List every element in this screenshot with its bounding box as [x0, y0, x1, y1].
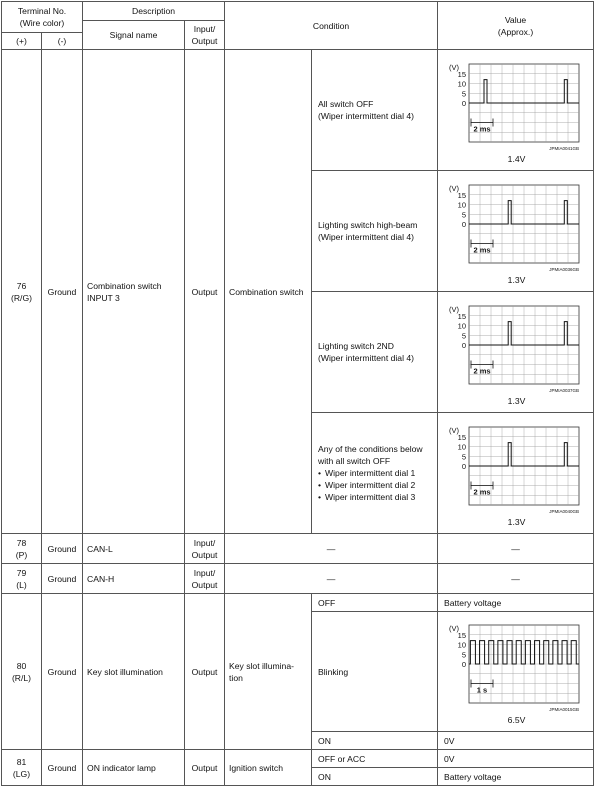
- terminal-78-cell: [2, 534, 42, 564]
- terminal-number: 79: [16, 567, 27, 578]
- y-tick-label: 0: [461, 461, 466, 471]
- terminal-number: 81: [16, 756, 27, 767]
- figure-code: JPMIA0040GB: [548, 508, 579, 514]
- condition-cell: —: [225, 564, 438, 594]
- waveform-chart: [447, 60, 587, 152]
- ground-cell: Ground: [42, 750, 83, 786]
- value-cell: [438, 612, 594, 732]
- waveform-chart: [447, 621, 587, 713]
- wire-color: (P): [15, 549, 28, 560]
- ground-cell: Ground: [42, 564, 83, 594]
- time-label: 2 ms: [472, 487, 491, 496]
- value-header: [438, 2, 594, 50]
- y-tick-label: 15: [457, 311, 466, 321]
- condition-bullets: [318, 467, 433, 503]
- terminal-81-cell: [2, 750, 42, 786]
- y-unit-label: (V): [448, 183, 459, 193]
- condition-line: Any of the conditions below: [318, 444, 423, 454]
- y-tick-label: 5: [461, 330, 466, 340]
- condition-cell: OFF or ACC: [312, 750, 438, 768]
- signal-name-cell: Combination switch INPUT 3: [83, 50, 185, 534]
- y-tick-label: 15: [457, 630, 466, 640]
- condition-line: (Wiper intermittent dial 4): [318, 111, 415, 121]
- y-unit-label: (V): [448, 62, 459, 72]
- condition-line: All switch OFF: [318, 99, 374, 109]
- wire-color: (LG): [12, 768, 31, 779]
- y-unit-label: (V): [448, 304, 459, 314]
- time-label: 2 ms: [472, 245, 491, 254]
- terminal-80-cell: [2, 594, 42, 750]
- terminal-number: 76: [16, 280, 27, 291]
- signal-name-cell: Key slot illumination: [83, 594, 185, 750]
- approx-value: 6.5V: [507, 715, 526, 725]
- time-label: 1 s: [476, 685, 487, 695]
- figure-code: JPMIA0036GB: [548, 266, 579, 272]
- terminal-no-header: [2, 2, 83, 33]
- condition-cell: ON: [312, 732, 438, 750]
- value-cell: —: [438, 534, 594, 564]
- y-tick-label: 5: [461, 209, 466, 219]
- io-cell: Output: [185, 50, 225, 534]
- ground-cell: Ground: [42, 534, 83, 564]
- condition-cell: [312, 171, 438, 292]
- condition-cell: OFF: [312, 594, 438, 612]
- bullet-item: • Wiper intermittent dial 3: [318, 491, 433, 503]
- wire-color: (R/G): [10, 292, 32, 303]
- condition-line: Lighting switch 2ND: [318, 341, 394, 351]
- condition-main-cell: Combination switch: [225, 50, 312, 534]
- condition-main-cell: Ignition switch: [225, 750, 312, 786]
- table-row: [2, 564, 594, 594]
- io-cell: Output: [185, 750, 225, 786]
- value-cell: —: [438, 564, 594, 594]
- condition-cell: Blinking: [312, 612, 438, 732]
- input-output-header: Input/ Output: [185, 21, 225, 50]
- time-label: 2 ms: [472, 366, 491, 375]
- y-unit-label: (V): [448, 624, 459, 633]
- wire-color: (L): [16, 579, 27, 590]
- condition-cell: [312, 50, 438, 171]
- terminal-number: 78: [16, 537, 27, 548]
- signal-name-header: Signal name: [83, 21, 185, 50]
- terminal-no-label: Terminal No.: [17, 6, 67, 16]
- approx-value: 1.3V: [507, 516, 526, 527]
- condition-cell: [312, 292, 438, 413]
- approx-value: 1.3V: [507, 395, 526, 406]
- signal-name-cell: CAN-H: [83, 564, 185, 594]
- approx-label: (Approx.): [497, 26, 534, 37]
- value-cell: 0V: [438, 750, 594, 768]
- y-unit-label: (V): [448, 425, 459, 435]
- condition-cell: —: [225, 534, 438, 564]
- condition-cell: ON: [312, 768, 438, 786]
- minus-header: (-): [42, 33, 83, 50]
- io-cell: Output: [185, 594, 225, 750]
- bullet-item: • Wiper intermittent dial 2: [318, 479, 433, 491]
- terminal-79-cell: [2, 564, 42, 594]
- condition-main-cell: Key slot illumina- tion: [225, 594, 312, 750]
- table-row: [2, 750, 594, 768]
- signal-name-cell: ON indicator lamp: [83, 750, 185, 786]
- y-tick-label: 5: [461, 650, 466, 660]
- y-tick-label: 15: [457, 432, 466, 442]
- figure-code: JPMIA0041GB: [548, 145, 579, 151]
- waveform-chart: [447, 181, 587, 273]
- value-label: Value: [504, 14, 527, 25]
- description-header: Description: [83, 2, 225, 21]
- value-cell: [438, 50, 594, 171]
- condition-line: Lighting switch high-beam: [318, 220, 418, 230]
- y-tick-label: 0: [461, 98, 466, 108]
- io-cell: Input/ Output: [185, 564, 225, 594]
- y-tick-label: 5: [461, 451, 466, 461]
- y-tick-label: 15: [457, 69, 466, 79]
- approx-value: 1.3V: [507, 274, 526, 285]
- table-row: [2, 534, 594, 564]
- figure-code: JPMIA0037GB: [548, 387, 579, 393]
- terminal-76-cell: [2, 50, 42, 534]
- io-cell: Input/ Output: [185, 534, 225, 564]
- value-cell: Battery voltage: [438, 768, 594, 786]
- y-tick-label: 0: [461, 340, 466, 350]
- wire-color-label: (Wire color): [19, 18, 65, 28]
- y-tick-label: 10: [457, 79, 466, 88]
- y-tick-label: 0: [461, 219, 466, 229]
- condition-line: with all switch OFF: [318, 456, 391, 466]
- condition-header: Condition: [225, 2, 438, 50]
- condition-line: (Wiper intermittent dial 4): [318, 353, 415, 363]
- figure-code: JPMIA0015GB: [548, 707, 579, 712]
- time-label: 2 ms: [472, 124, 491, 133]
- terminal-table: [1, 1, 594, 786]
- value-cell: [438, 292, 594, 413]
- value-cell: 0V: [438, 732, 594, 750]
- y-tick-label: 10: [457, 442, 466, 451]
- wire-color: (R/L): [11, 672, 32, 683]
- condition-cell: [312, 413, 438, 534]
- terminal-number: 80: [16, 660, 27, 671]
- signal-name-cell: CAN-L: [83, 534, 185, 564]
- condition-line: (Wiper intermittent dial 4): [318, 232, 415, 242]
- bullet-item: • Wiper intermittent dial 1: [318, 467, 433, 479]
- y-tick-label: 5: [461, 88, 466, 98]
- y-tick-label: 10: [457, 321, 466, 330]
- y-tick-label: 15: [457, 190, 466, 200]
- table-row: [2, 50, 594, 171]
- approx-value: 1.4V: [507, 153, 526, 164]
- y-tick-label: 0: [461, 660, 466, 669]
- value-cell: [438, 413, 594, 534]
- y-tick-label: 10: [457, 200, 466, 209]
- y-tick-label: 10: [457, 640, 466, 650]
- waveform-chart: [447, 302, 587, 394]
- ground-cell: Ground: [42, 594, 83, 750]
- plus-header: (+): [2, 33, 42, 50]
- value-cell: Battery voltage: [438, 594, 594, 612]
- table-row: [2, 594, 594, 612]
- waveform-chart: [447, 423, 587, 515]
- ground-cell: Ground: [42, 50, 83, 534]
- value-cell: [438, 171, 594, 292]
